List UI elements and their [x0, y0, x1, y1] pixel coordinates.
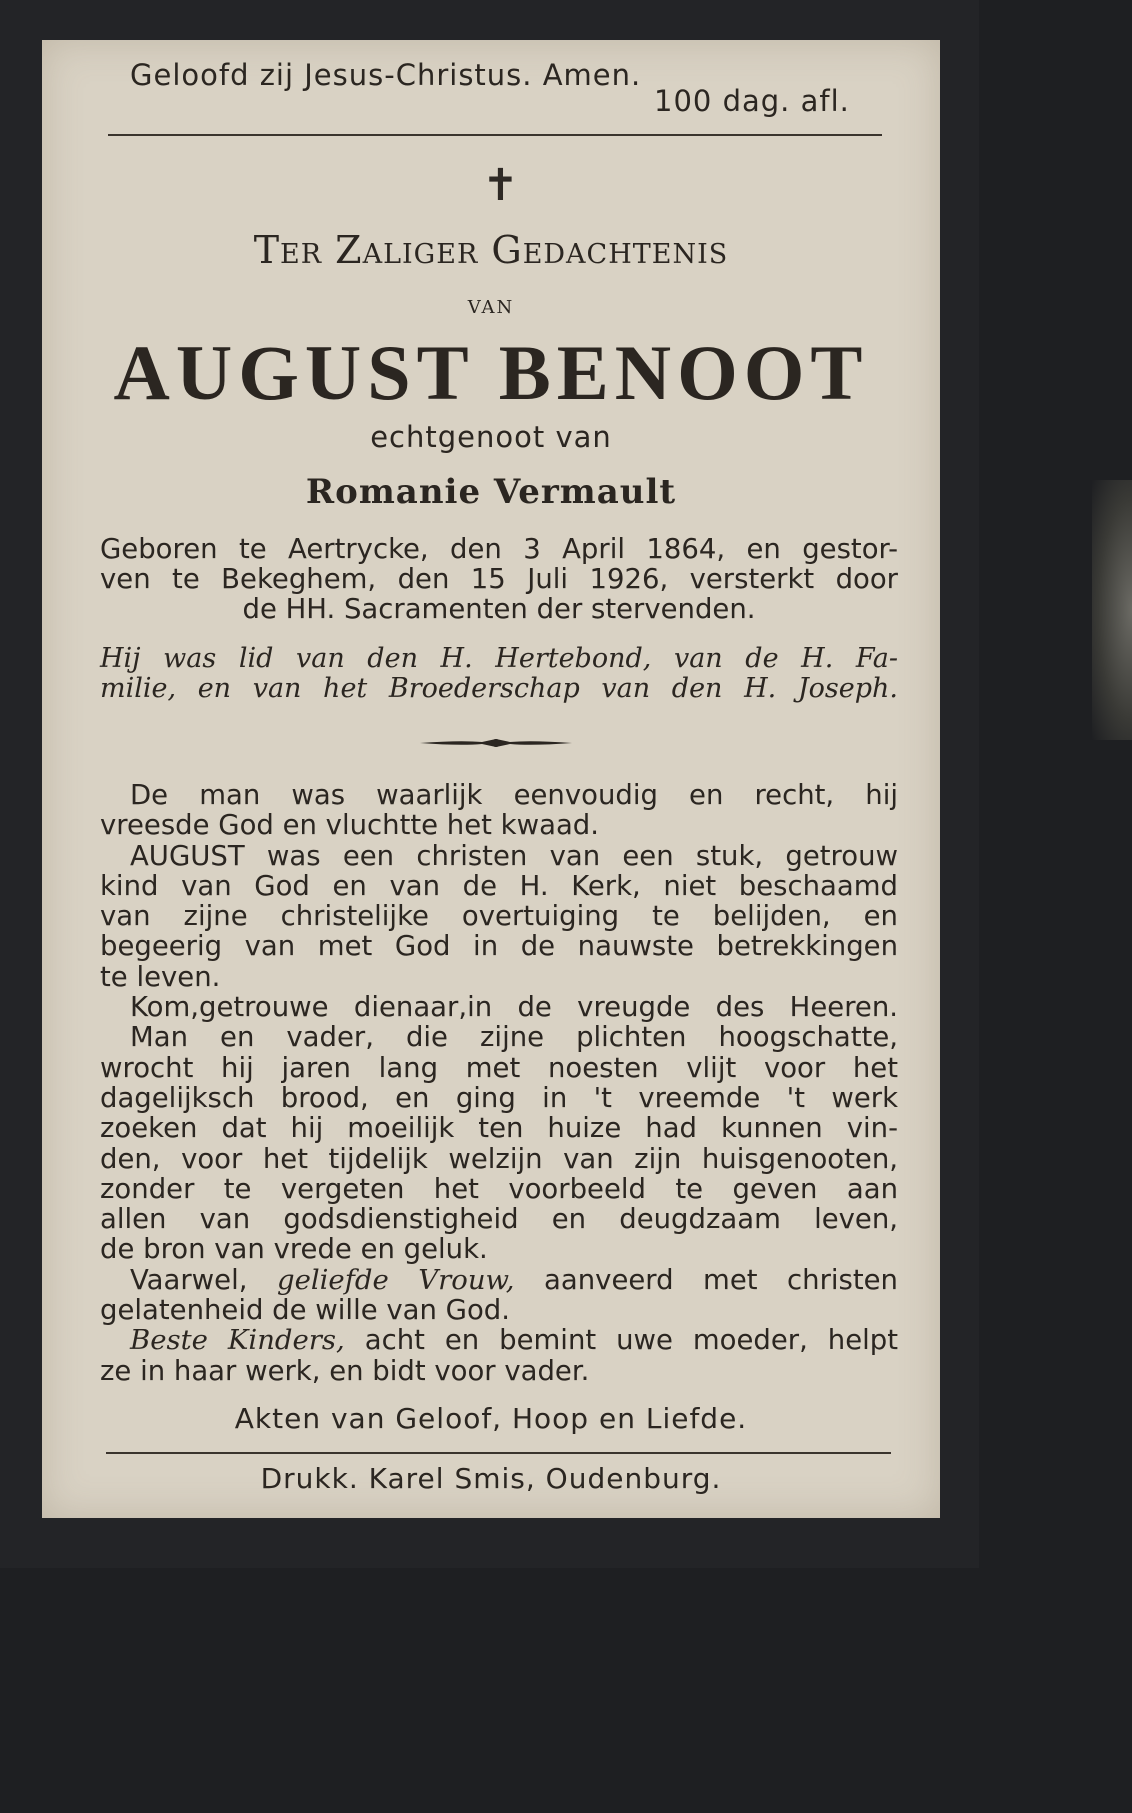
- eulogy-line: [100, 1265, 898, 1295]
- eulogy-line: Kom,getrouwe dienaar,in de vreugde des Heeren.: [130, 991, 898, 1024]
- membership-line: Hij was lid van den H. Hertebond, van de H. Fa-: [100, 643, 898, 674]
- children-post: acht en bemint uwe moeder, helpt: [344, 1324, 898, 1357]
- eulogy-line: Man en vader, die zijne plichten hoogschatte,: [130, 1021, 898, 1054]
- eulogy-line: De man was waarlijk eenvoudig en recht, hij: [130, 779, 898, 811]
- memorial-title: Ter Zaliger Gedachtenis: [253, 228, 729, 272]
- birth-line: de HH. Sacramenten der stervenden.: [242, 593, 756, 625]
- eulogy-text: [100, 780, 898, 1386]
- membership-paragraph: [100, 644, 898, 704]
- eulogy-line: te leven.: [100, 960, 221, 993]
- birth-death-paragraph: [100, 534, 898, 624]
- farewell-wife: geliefde Vrouw,: [276, 1263, 515, 1296]
- indulgence-text: 100 dag. afl.: [654, 84, 850, 118]
- bottom-divider: [106, 1452, 891, 1454]
- eulogy-line: dagelijksch brood, en ging in 't vreemde 't werk: [100, 1081, 898, 1114]
- cross-icon: ✝: [482, 160, 519, 211]
- farewell-post: aanveerd met christen: [514, 1263, 898, 1296]
- printer-credit: Drukk. Karel Smis, Oudenburg.: [260, 1462, 722, 1495]
- deceased-name: AUGUST BENOOT: [113, 329, 869, 416]
- eulogy-line: zoeken dat hij moeilijk ten huize had kunnen vin-: [100, 1112, 898, 1145]
- memorial-card: [42, 40, 940, 1518]
- eulogy-line: de bron van vrede en geluk.: [100, 1233, 488, 1266]
- eulogy-line: wrocht hij jaren lang met noesten vlijt voor het: [100, 1051, 898, 1084]
- membership-line: milie, en van het Broederschap van den H. Joseph.: [100, 673, 898, 704]
- invocation-text: Geloofd zij Jesus-Christus. Amen.: [130, 58, 642, 92]
- eulogy-line: van zijne christelijke overtuiging te belijden, en: [100, 900, 898, 933]
- top-divider: [108, 134, 882, 136]
- acts-of-faith: Akten van Geloof, Hoop en Liefde.: [234, 1402, 748, 1435]
- title-van: van: [467, 290, 515, 320]
- spouse-intro: echtgenoot van: [370, 420, 612, 454]
- spouse-name: Romanie Vermault: [305, 472, 677, 512]
- eulogy-line: vreesde God en vluchtte het kwaad.: [100, 809, 599, 842]
- eulogy-line: den, voor het tijdelijk welzijn van zijn huisgenooten,: [100, 1142, 898, 1175]
- ornament-divider-icon: [420, 736, 572, 750]
- eulogy-line: ze in haar werk, en bidt voor vader.: [100, 1354, 590, 1387]
- eulogy-line: AUGUST was een christen van een stuk, getrouw: [130, 839, 898, 872]
- eulogy-line: kind van God en van de H. Kerk, niet beschaamd: [100, 869, 898, 902]
- photo-edge-shadow: [1092, 480, 1132, 740]
- eulogy-line: begeerig van met God in de nauwste betrekkingen: [100, 930, 898, 963]
- eulogy-line: allen van godsdienstigheid en deugdzaam leven,: [100, 1203, 898, 1236]
- eulogy-line: [100, 1325, 898, 1355]
- eulogy-line: zonder te vergeten het voorbeeld te geven aan: [100, 1172, 898, 1205]
- eulogy-line: gelatenheid de wille van God.: [100, 1294, 511, 1327]
- birth-line: ven te Bekeghem, den 15 Juli 1926, versterkt door: [100, 563, 898, 595]
- farewell-pre: Vaarwel,: [130, 1263, 277, 1296]
- birth-line: Geboren te Aertrycke, den 3 April 1864, en gestor-: [100, 533, 898, 565]
- children-address: Beste Kinders,: [130, 1324, 345, 1357]
